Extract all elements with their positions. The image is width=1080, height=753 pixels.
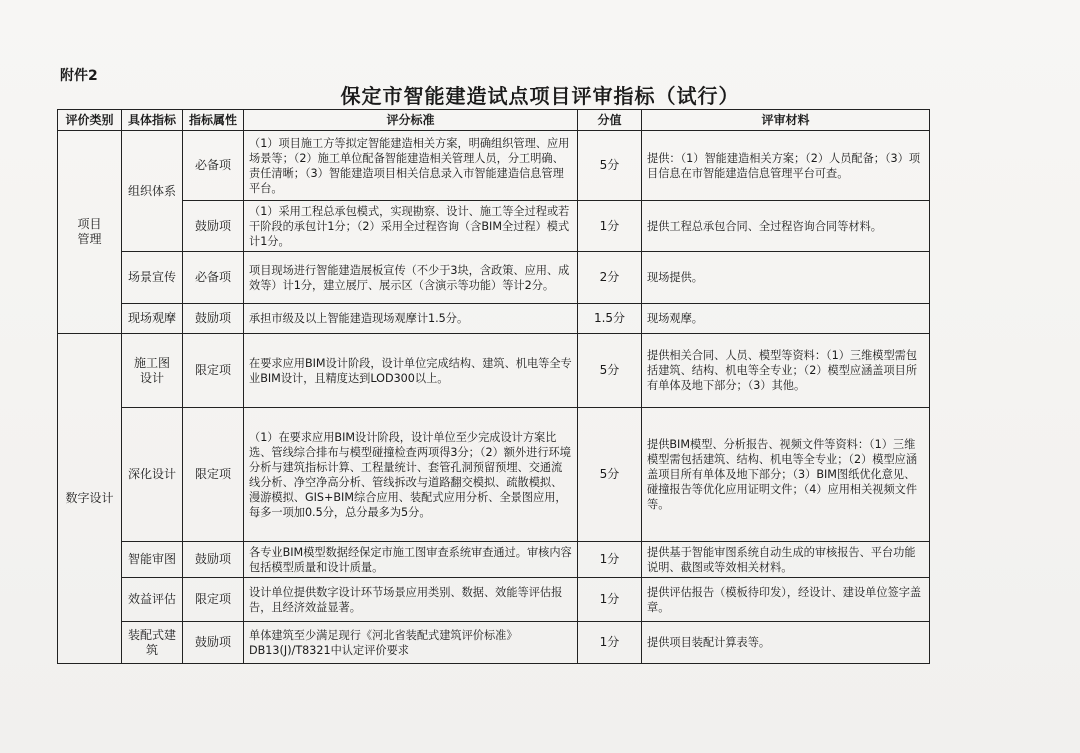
table-row xyxy=(58,622,930,664)
indicator-cell: 装配式建 筑 xyxy=(122,622,183,664)
standard-cell: 承担市级及以上智能建造现场观摩计1.5分。 xyxy=(244,304,578,334)
table-row xyxy=(58,578,930,622)
score-cell: 1分 xyxy=(578,201,642,252)
category-digital-design: 数字设计 xyxy=(58,334,122,664)
indicator-cell: 智能审图 xyxy=(122,542,183,578)
indicator-cell: 深化设计 xyxy=(122,408,183,542)
attribute-cell: 限定项 xyxy=(183,408,244,542)
attribute-cell: 限定项 xyxy=(183,578,244,622)
table-row xyxy=(58,542,930,578)
material-cell: 提供项目装配计算表等。 xyxy=(642,622,930,664)
score-cell: 5分 xyxy=(578,408,642,542)
header-indicator: 具体指标 xyxy=(122,110,183,131)
attribute-cell: 鼓励项 xyxy=(183,304,244,334)
criteria-table xyxy=(57,109,930,664)
material-cell: 提供BIM模型、分析报告、视频文件等资料：（1）三维模型需包括建筑、结构、机电等全专业；（2）模型应涵盖项目所有单体及地下部分；（3）BIM图纸优化意见、碰撞报告等优化应用证明文件；（4）应用相关视频文件等。 xyxy=(642,408,930,542)
indicator-cell: 场景宣传 xyxy=(122,252,183,304)
header-material: 评审材料 xyxy=(642,110,930,131)
score-cell: 1分 xyxy=(578,578,642,622)
attribute-cell: 必备项 xyxy=(183,252,244,304)
attribute-cell: 鼓励项 xyxy=(183,622,244,664)
standard-cell: 各专业BIM模型数据经保定市施工图审查系统审查通过。审核内容包括模型质量和设计质量。 xyxy=(244,542,578,578)
attribute-cell: 鼓励项 xyxy=(183,542,244,578)
attribute-cell: 鼓励项 xyxy=(183,201,244,252)
score-cell: 1.5分 xyxy=(578,304,642,334)
score-cell: 1分 xyxy=(578,622,642,664)
attachment-label: 附件2 xyxy=(60,68,98,84)
material-cell: 提供基于智能审图系统自动生成的审核报告、平台功能说明、截图或等效相关材料。 xyxy=(642,542,930,578)
standard-cell: （1）项目施工方等拟定智能建造相关方案，明确组织管理、应用场景等；（2）施工单位配备智能建造相关管理人员，分工明确、责任清晰；（3）智能建造项目相关信息录入市智能建造信息管理平台。 xyxy=(244,131,578,201)
header-standard: 评分标准 xyxy=(244,110,578,131)
score-cell: 5分 xyxy=(578,334,642,408)
material-cell: 提供相关合同、人员、模型等资料：（1）三维模型需包括建筑、结构、机电等全专业；（2）模型应涵盖项目所有单体及地下部分；（3）其他。 xyxy=(642,334,930,408)
attribute-cell: 必备项 xyxy=(183,131,244,201)
standard-cell: （1）在要求应用BIM设计阶段，设计单位至少完成设计方案比选、管线综合排布与模型碰撞检查两项得3分；（2）额外进行环境分析与建筑指标计算、工程量统计、套管孔洞预留预埋、交通流线分析、净空净高分析、管线拆改与道路翻交模拟、疏散模拟、漫游模拟、GIS+BIM综合应用、装配式应用分析、全景图应用，每多一项加0.5分，总分最多为5分。 xyxy=(244,408,578,542)
table-row xyxy=(58,408,930,542)
material-cell: 提供评估报告（模板待印发），经设计、建设单位签字盖章。 xyxy=(642,578,930,622)
indicator-cell: 施工图 设计 xyxy=(122,334,183,408)
table-row xyxy=(58,252,930,304)
indicator-cell: 现场观摩 xyxy=(122,304,183,334)
score-cell: 2分 xyxy=(578,252,642,304)
material-cell: 现场观摩。 xyxy=(642,304,930,334)
standard-cell: 单体建筑至少满足现行《河北省装配式建筑评价标准》DB13(J)/T8321中认定评价要求 xyxy=(244,622,578,664)
header-category: 评价类别 xyxy=(58,110,122,131)
indicator-cell: 组织体系 xyxy=(122,131,183,252)
score-cell: 1分 xyxy=(578,542,642,578)
table-row xyxy=(58,304,930,334)
standard-cell: 设计单位提供数字设计环节场景应用类别、数据、效能等评估报告，且经济效益显著。 xyxy=(244,578,578,622)
material-cell: 提供：（1）智能建造相关方案；（2）人员配备；（3）项目信息在市智能建造信息管理平台可查。 xyxy=(642,131,930,201)
material-cell: 现场提供。 xyxy=(642,252,930,304)
page-title: 保定市智能建造试点项目评审指标（试行） xyxy=(340,84,740,108)
category-project-management: 项目 管理 xyxy=(58,131,122,334)
table-row xyxy=(58,201,930,252)
header-score: 分值 xyxy=(578,110,642,131)
header-attribute: 指标属性 xyxy=(183,110,244,131)
standard-cell: 项目现场进行智能建造展板宣传（不少于3块，含政策、应用、成效等）计1分，建立展厅、展示区（含演示等功能）等计2分。 xyxy=(244,252,578,304)
score-cell: 5分 xyxy=(578,131,642,201)
table-row xyxy=(58,131,930,201)
indicator-cell: 效益评估 xyxy=(122,578,183,622)
attribute-cell: 限定项 xyxy=(183,334,244,408)
standard-cell: 在要求应用BIM设计阶段，设计单位完成结构、建筑、机电等全专业BIM设计，且精度达到LOD300以上。 xyxy=(244,334,578,408)
standard-cell: （1）采用工程总承包模式，实现勘察、设计、施工等全过程或若干阶段的承包计1分；（2）采用全过程咨询（含BIM全过程）模式计1分。 xyxy=(244,201,578,252)
material-cell: 提供工程总承包合同、全过程咨询合同等材料。 xyxy=(642,201,930,252)
table-row xyxy=(58,334,930,408)
table-header-row xyxy=(58,110,930,131)
